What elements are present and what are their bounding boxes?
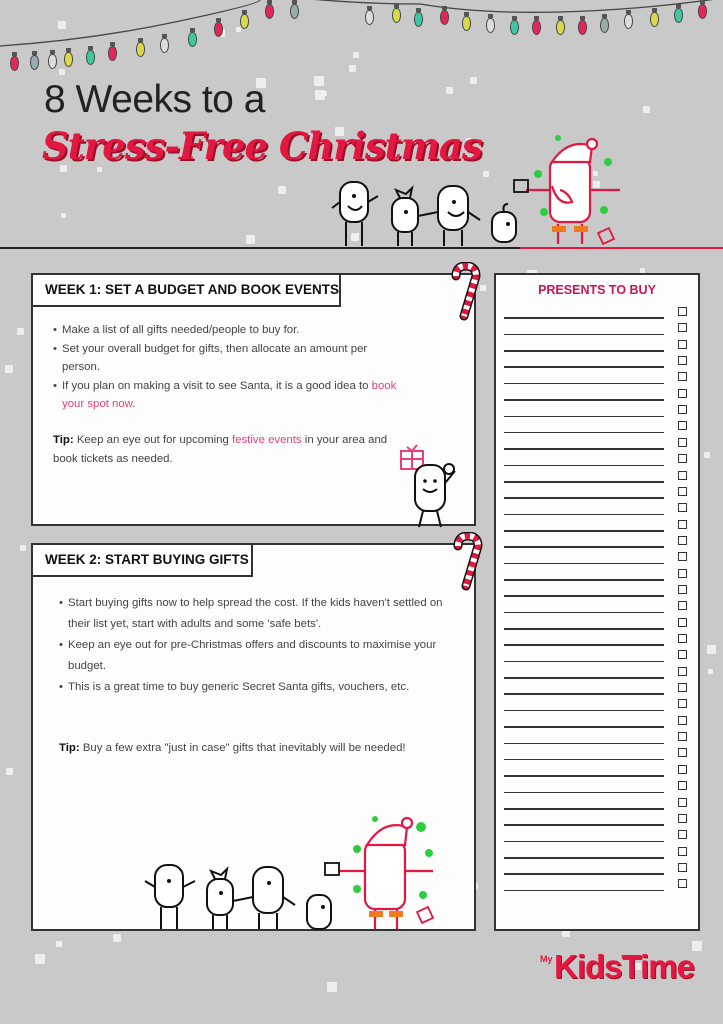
light-bulb-icon — [188, 32, 197, 47]
checkbox-icon[interactable] — [678, 683, 687, 692]
checkbox-icon[interactable] — [678, 372, 687, 381]
checkbox-icon[interactable] — [678, 781, 687, 790]
kid-with-gift-icon — [397, 443, 461, 529]
light-bulb-icon — [414, 12, 423, 27]
checkbox-icon[interactable] — [678, 814, 687, 823]
present-row — [504, 419, 694, 435]
week2-bullets — [59, 593, 449, 698]
checkbox-icon[interactable] — [678, 552, 687, 561]
present-row — [504, 746, 694, 762]
checkbox-icon[interactable] — [678, 405, 687, 414]
week2-bullet-2: • Keep an eye out for pre-Christmas offers and discounts to maximise your budget. — [59, 635, 449, 677]
present-write-line[interactable] — [504, 416, 664, 418]
week1-bullet-2: • Set your overall budget for gifts, then allocate an amount per person. — [53, 340, 403, 377]
family-cartoon-icon — [330, 178, 530, 250]
present-row — [504, 812, 694, 828]
present-write-line[interactable] — [504, 497, 664, 499]
light-bulb-icon — [64, 52, 73, 67]
candy-cane-icon — [450, 262, 482, 322]
present-write-line[interactable] — [504, 857, 664, 859]
checkbox-icon[interactable] — [678, 667, 687, 676]
snowflake-icon — [35, 954, 45, 964]
snowflake-icon — [327, 982, 337, 992]
checkbox-icon[interactable] — [678, 389, 687, 398]
present-row — [504, 567, 694, 583]
week1-bullet-3: • If you plan on making a visit to see Santa, it is a good idea to book your spot now. — [53, 377, 403, 414]
checkbox-icon[interactable] — [678, 798, 687, 807]
santa-cartoon-icon — [508, 132, 628, 250]
present-row — [504, 354, 694, 370]
week2-heading: WEEK 2: START BUYING GIFTS — [31, 543, 253, 577]
light-bulb-icon — [600, 18, 609, 33]
present-row — [504, 714, 694, 730]
present-row — [504, 648, 694, 664]
logo-prefix: My — [540, 954, 553, 964]
snowflake-icon — [483, 171, 489, 177]
present-write-line[interactable] — [504, 432, 664, 434]
present-row — [504, 828, 694, 844]
present-row — [504, 730, 694, 746]
snowflake-icon — [20, 545, 26, 551]
snowflake-icon — [707, 645, 716, 654]
checkbox-icon[interactable] — [678, 863, 687, 872]
snowflake-icon — [17, 328, 24, 335]
checkbox-icon[interactable] — [678, 307, 687, 316]
present-write-line[interactable] — [504, 628, 664, 630]
light-bulb-icon — [624, 14, 633, 29]
present-write-line[interactable] — [504, 448, 664, 450]
checkbox-icon[interactable] — [678, 503, 687, 512]
light-bulb-icon — [440, 10, 449, 25]
snowflake-icon — [278, 186, 286, 194]
checkbox-icon[interactable] — [678, 830, 687, 839]
snowflake-icon — [6, 768, 13, 775]
checkbox-icon[interactable] — [678, 340, 687, 349]
present-row — [504, 338, 694, 354]
present-write-line[interactable] — [504, 563, 664, 565]
snowflake-icon — [708, 669, 713, 674]
week1-bullets — [53, 321, 403, 414]
week1-card — [31, 273, 476, 526]
checkbox-icon[interactable] — [678, 716, 687, 725]
checkbox-icon[interactable] — [678, 323, 687, 332]
snowflake-icon — [315, 90, 325, 100]
present-row — [504, 452, 694, 468]
snowflake-icon — [56, 941, 62, 947]
present-write-line[interactable] — [504, 677, 664, 679]
present-write-line[interactable] — [504, 317, 664, 319]
present-row — [504, 518, 694, 534]
checkbox-icon[interactable] — [678, 454, 687, 463]
snowflake-icon — [246, 235, 255, 244]
present-row — [504, 616, 694, 632]
week2-bullet-3: • This is a great time to buy generic Secret Santa gifts, vouchers, etc. — [59, 677, 449, 698]
present-write-line[interactable] — [504, 465, 664, 467]
present-row — [504, 436, 694, 452]
present-row — [504, 681, 694, 697]
light-bulb-icon — [214, 22, 223, 37]
tip-label: Tip: — [59, 742, 80, 754]
present-write-line[interactable] — [504, 775, 664, 777]
light-bulb-icon — [365, 10, 374, 25]
candy-cane-icon — [452, 532, 484, 592]
week2-bullet-1: • Start buying gifts now to help spread the cost. If the kids haven't settled on their list yet, start with adults and some 'safe bets'. — [59, 593, 449, 635]
checkbox-icon[interactable] — [678, 536, 687, 545]
checkbox-icon[interactable] — [678, 601, 687, 610]
page-title-line1: 8 Weeks to a — [44, 78, 265, 121]
checkbox-icon[interactable] — [678, 748, 687, 757]
checkbox-icon[interactable] — [678, 585, 687, 594]
present-write-line[interactable] — [504, 383, 664, 385]
light-bulb-icon — [698, 4, 707, 19]
present-write-line[interactable] — [504, 726, 664, 728]
present-write-line[interactable] — [504, 759, 664, 761]
present-write-line[interactable] — [504, 792, 664, 794]
presents-to-buy-panel — [494, 273, 700, 931]
light-bulb-icon — [10, 56, 19, 71]
present-row — [504, 845, 694, 861]
present-write-line[interactable] — [504, 661, 664, 663]
light-bulb-icon — [392, 8, 401, 23]
present-row — [504, 387, 694, 403]
present-row — [504, 321, 694, 337]
present-write-line[interactable] — [504, 873, 664, 875]
checkbox-icon[interactable] — [678, 732, 687, 741]
present-write-line[interactable] — [504, 481, 664, 483]
light-bulb-icon — [136, 42, 145, 57]
present-write-line[interactable] — [504, 350, 664, 352]
checkbox-icon[interactable] — [678, 569, 687, 578]
light-bulb-icon — [510, 20, 519, 35]
present-row — [504, 583, 694, 599]
ground-line — [0, 247, 540, 249]
light-bulb-icon — [86, 50, 95, 65]
present-write-line[interactable] — [504, 824, 664, 826]
present-row — [504, 501, 694, 517]
checkbox-icon[interactable] — [678, 356, 687, 365]
week2-tip: Tip: Buy a few extra "just in case" gifts that inevitably will be needed! — [59, 742, 406, 754]
light-bulb-icon — [674, 8, 683, 23]
snowflake-icon — [61, 213, 66, 218]
light-bulb-icon — [290, 4, 299, 19]
present-write-line[interactable] — [504, 644, 664, 646]
present-write-line[interactable] — [504, 399, 664, 401]
present-write-line[interactable] — [504, 514, 664, 516]
checkbox-icon[interactable] — [678, 618, 687, 627]
snowflake-icon — [446, 87, 453, 94]
ground-line-red — [520, 247, 723, 249]
week1-tip: Tip: Keep an eye out for upcoming festive events in your area and book tickets as needed. — [53, 434, 388, 465]
snowflake-icon — [113, 934, 121, 942]
present-row — [504, 877, 694, 893]
present-write-line[interactable] — [504, 693, 664, 695]
present-write-line[interactable] — [504, 595, 664, 597]
present-row — [504, 403, 694, 419]
checkbox-icon[interactable] — [678, 421, 687, 430]
present-row — [504, 796, 694, 812]
checkbox-icon[interactable] — [678, 471, 687, 480]
snowflake-icon — [643, 106, 650, 113]
present-write-line[interactable] — [504, 612, 664, 614]
light-bulb-icon — [486, 18, 495, 33]
checkbox-icon[interactable] — [678, 634, 687, 643]
checkbox-icon[interactable] — [678, 520, 687, 529]
snowflake-icon — [704, 452, 710, 458]
present-write-line[interactable] — [504, 743, 664, 745]
light-bulb-icon — [240, 14, 249, 29]
present-row — [504, 305, 694, 321]
present-write-line[interactable] — [504, 841, 664, 843]
checkbox-icon[interactable] — [678, 487, 687, 496]
light-bulb-icon — [532, 20, 541, 35]
light-bulb-icon — [650, 12, 659, 27]
light-bulb-icon — [578, 20, 587, 35]
present-row — [504, 779, 694, 795]
present-row — [504, 550, 694, 566]
book-spot-link[interactable]: book your spot now — [62, 379, 397, 410]
present-row — [504, 665, 694, 681]
week1-bullet-1: • Make a list of all gifts needed/people to buy for. — [53, 321, 403, 340]
checkbox-icon[interactable] — [678, 765, 687, 774]
checkbox-icon[interactable] — [678, 438, 687, 447]
light-bulb-icon — [160, 38, 169, 53]
family-santa-cartoon-icon — [143, 805, 443, 931]
week2-card — [31, 543, 476, 931]
present-write-line[interactable] — [504, 546, 664, 548]
present-write-line[interactable] — [504, 579, 664, 581]
present-write-line[interactable] — [504, 890, 664, 892]
christmas-lights-icon — [0, 0, 723, 80]
present-write-line[interactable] — [504, 710, 664, 712]
present-row — [504, 697, 694, 713]
present-row — [504, 861, 694, 877]
present-row — [504, 469, 694, 485]
snowflake-icon — [5, 365, 13, 373]
checkbox-icon[interactable] — [678, 879, 687, 888]
logo-name: KidsTime — [554, 948, 694, 985]
present-row — [504, 485, 694, 501]
present-write-line[interactable] — [504, 808, 664, 810]
present-write-line[interactable] — [504, 334, 664, 336]
presents-title: PRESENTS TO BUY — [538, 283, 656, 297]
present-write-line[interactable] — [504, 366, 664, 368]
light-bulb-icon — [108, 46, 117, 61]
present-row — [504, 632, 694, 648]
light-bulb-icon — [30, 55, 39, 70]
week1-heading: WEEK 1: SET A BUDGET AND BOOK EVENTS — [31, 273, 341, 307]
page-title-line2: Stress-Free Christmas — [42, 124, 482, 168]
checkbox-icon[interactable] — [678, 847, 687, 856]
present-row — [504, 599, 694, 615]
present-row — [504, 370, 694, 386]
checkbox-icon[interactable] — [678, 650, 687, 659]
festive-events-link[interactable]: festive events — [231, 434, 302, 446]
tip-label: Tip: — [53, 434, 74, 446]
light-bulb-icon — [462, 16, 471, 31]
light-bulb-icon — [556, 20, 565, 35]
light-bulb-icon — [48, 54, 57, 69]
checkbox-icon[interactable] — [678, 699, 687, 708]
light-bulb-icon — [265, 4, 274, 19]
present-write-line[interactable] — [504, 530, 664, 532]
present-row — [504, 763, 694, 779]
lights-string — [0, 0, 723, 80]
present-row — [504, 534, 694, 550]
